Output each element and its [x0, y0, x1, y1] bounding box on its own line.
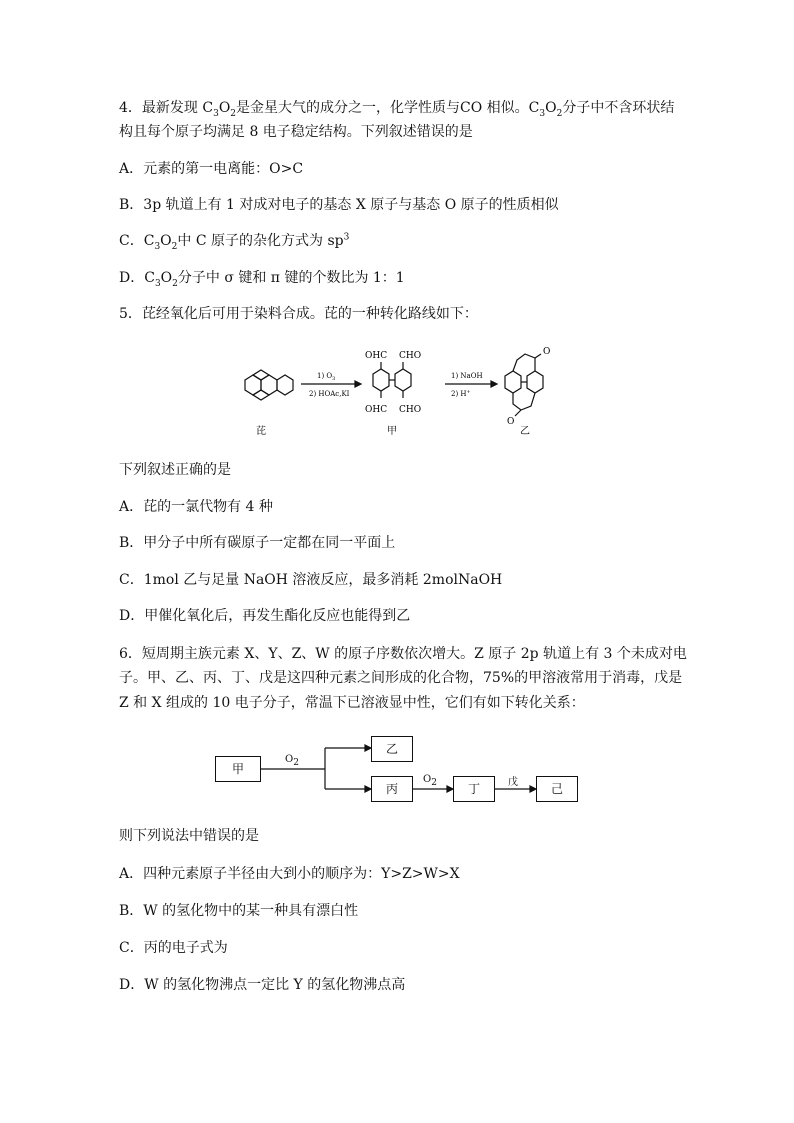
cho-label: OHC [365, 351, 388, 361]
ji-box: 己 [536, 776, 578, 802]
step2-reagent-2: 2) H+ [451, 389, 471, 398]
step1-reagent-2: 2) HOAc,KI [309, 390, 350, 398]
cho-label: CHO [399, 351, 422, 361]
q4-option-c: C．$C_3O_2$中 C 原子的杂化方式为 $sp^3$ [119, 232, 350, 252]
bing-box: 丙 [371, 776, 413, 802]
q5-option-b: B．甲分子中所有碳原子一定都在同一平面上 [119, 535, 396, 551]
bis-lactone-structure [505, 354, 543, 416]
cho-label: OHC [365, 405, 388, 415]
pyrene-reaction-scheme [225, 336, 570, 436]
q4-stem-line1: 4．最新发现 $C_3O_2$是金星大气的成分之一，化学性质与CO 相似。$C_3O_2$分子中不含环状结 [119, 100, 675, 119]
step2-reagent-1: 1) NaOH [451, 372, 483, 380]
carbonyl-o-label: O [507, 417, 515, 427]
cho-label: CHO [399, 405, 422, 415]
biphenyl-tetraaldehyde-structure [373, 362, 411, 398]
q6-stem-line1: 6．短周期主族元素 X、Y、Z、W 的原子序数依次增大。Z 原子 2p 轨道上有 3 个未成对电 [119, 646, 687, 662]
jia-box: 甲 [215, 756, 261, 782]
conversion-flowchart [215, 732, 585, 802]
q6-option-d: D．W 的氢化物沸点一定比 Y 的氢化物沸点高 [119, 977, 406, 993]
q5-stem: 5．芘经氧化后可用于染料合成。芘的一种转化路线如下： [119, 306, 478, 322]
q6-option-c: C．丙的电子式为 [119, 940, 228, 956]
q5-prompt: 下列叙述正确的是 [119, 462, 231, 478]
yi-label: 乙 [520, 426, 530, 436]
q6-option-a: A．四种元素原子半径由大到小的顺序为：Y>Z>W>X [119, 866, 460, 882]
q4-option-a: A．元素的第一电离能：O>C [119, 161, 304, 177]
pyrene-structure [245, 370, 293, 400]
o2-label: $O_2$ [423, 774, 437, 788]
ding-box: 丁 [453, 776, 495, 802]
q4-option-d: D．$C_3O_2$分子中 σ 键和 π 键的个数比为 1：1 [119, 270, 405, 289]
q6-option-b: B．W 的氢化物中的某一种具有漂白性 [119, 903, 359, 919]
q4-stem-line2: 构且每个原子均满足 8 电子稳定结构。下列叙述错误的是 [119, 124, 473, 140]
q4-option-b: B．3p 轨道上有 1 对成对电子的基态 X 原子与基态 O 原子的性质相似 [119, 197, 559, 213]
q5-option-a: A．芘的一氯代物有 4 种 [119, 499, 273, 515]
o2-label: $O_2$ [285, 754, 299, 768]
wu-label: 戊 [508, 777, 518, 788]
pyrene-label: 芘 [256, 426, 266, 436]
q5-option-c: C．1mol 乙与足量 NaOH 溶液反应，最多消耗 2molNaOH [119, 572, 503, 588]
carbonyl-o-label: O [543, 347, 551, 357]
q6-prompt: 则下列说法中错误的是 [119, 828, 259, 844]
yi-box: 乙 [371, 736, 413, 762]
q6-stem-line3: Z 和 X 组成的 10 电子分子，常温下已溶液显中性，它们有如下转化关系： [119, 695, 585, 711]
q5-option-d: D．甲催化氧化后，再发生酯化反应也能得到乙 [119, 608, 411, 624]
q6-stem-line2: 子。甲、乙、丙、丁、戊是这四种元素之间形成的化合物，75%的甲溶液常用于消毒，戊是 [119, 670, 683, 686]
jia-label: 甲 [387, 426, 397, 436]
step1-reagent-1: 1) $O_3$ [317, 372, 336, 382]
